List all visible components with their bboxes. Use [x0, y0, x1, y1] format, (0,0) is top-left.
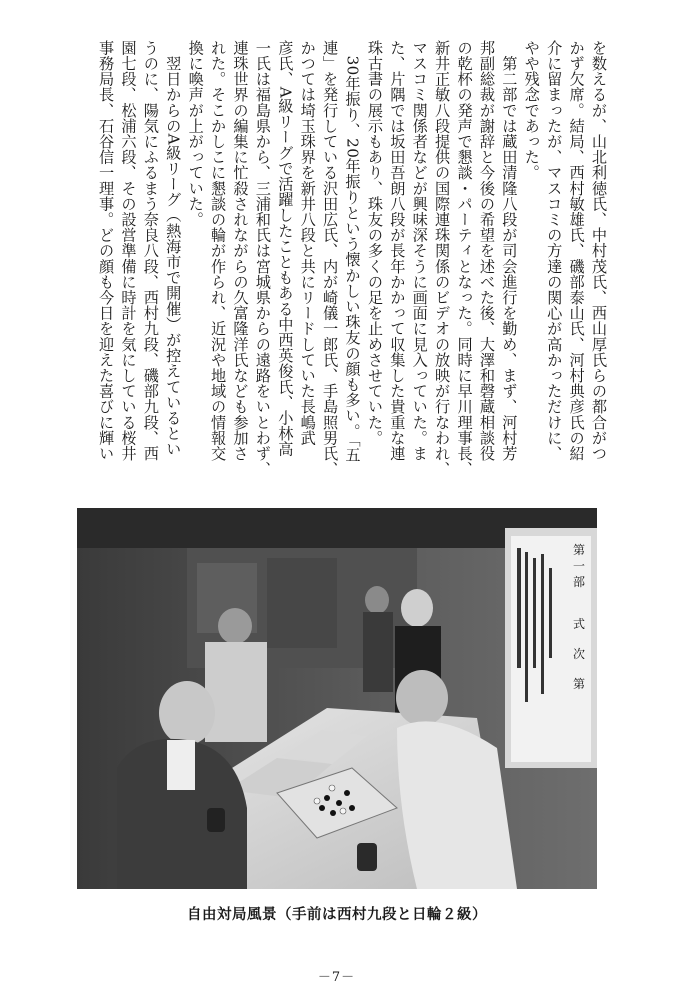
body-line: 連」を発行している沢田広氏、内が崎儀一郎氏、手島照男氏、 — [321, 40, 340, 477]
event-photo — [77, 508, 597, 889]
poster-text: 式 — [573, 617, 586, 631]
body-line: 介に留まったが、マスコミの方達の関心が高かっただけに、 — [545, 40, 564, 462]
body-line: れた。そこかしこに懇談の輪が作られ、近況や地域の情報交 — [209, 40, 228, 462]
body-line: 珠古書の展示もあり、珠友の多くの足を止めさせていた。 — [365, 40, 384, 446]
body-line: かず欠席。結局、西村敏雄氏、磯部泰山氏、河村典彦氏の紹 — [567, 40, 586, 462]
body-line: 彦氏、A級リーグで活躍したこともある中西英俊氏、小林高 — [276, 40, 295, 457]
body-line: を数えるが、山北利徳氏、中村茂氏、西山厚氏らの都合がつ — [590, 40, 608, 462]
body-line: 新井正敏八段提供の国際連珠関係のビデオの放映が行なわれ、 — [433, 40, 452, 477]
body-line: 連珠世界の編集に忙殺されながらの久富隆洋氏なども参加さ — [231, 40, 250, 462]
poster-text: 部 — [573, 575, 586, 589]
body-line: 30年振り、20年振りという懐かしい珠友の顔も多い。「五 — [343, 40, 362, 463]
page-number: －7－ — [317, 970, 356, 985]
body-line: 換に喚声が上がっていた。 — [186, 40, 205, 228]
body-line: た、片隅では坂田吾朗八段が長年かかって収集した貴重な連 — [388, 40, 407, 462]
body-line: 園七段、松浦六段、その設営準備に時計を気にしている桜井 — [119, 40, 138, 462]
photo-caption: 自由対局風景（手前は西村九段と日輪２級） — [187, 907, 487, 923]
poster-text: 第 — [573, 543, 586, 557]
body-line: うのに、陽気にふるまう奈良八段、西村九段、磯部九段、西 — [141, 40, 160, 462]
body-line: 翌日からのA級リーグ（熱海市で開催）が控えているとい — [164, 40, 183, 457]
poster-text: 一 — [573, 559, 586, 573]
body-line: 第二部では蔵田清隆八段が司会進行を勤め、まず、河村芳 — [500, 40, 519, 462]
article-body — [66, 40, 610, 492]
body-line: 邦副総裁が謝辞と今後の希望を述べた後、大澤和磬蔵相談役 — [477, 40, 496, 462]
body-line: 事務局長、石谷信一理事。どの顔も今日を迎えた喜びに輝い — [97, 40, 116, 462]
poster-text: 第 — [573, 677, 586, 691]
body-line: かつては埼玉珠界を新井八段と共にリードしていた長嶋武 — [298, 40, 317, 446]
body-line: やや残念であった。 — [522, 40, 541, 181]
poster-text: 次 — [573, 647, 586, 661]
body-line: マスコミ関係者などが興味深そうに画面に見入っていた。ま — [410, 40, 429, 462]
body-line: の乾杯の発声で懇談・パーティとなった。同時に早川理事長、 — [455, 40, 474, 477]
body-line: 一氏は福島県から、三浦和氏は宮城県からの遠路をいとわず、 — [253, 40, 272, 477]
